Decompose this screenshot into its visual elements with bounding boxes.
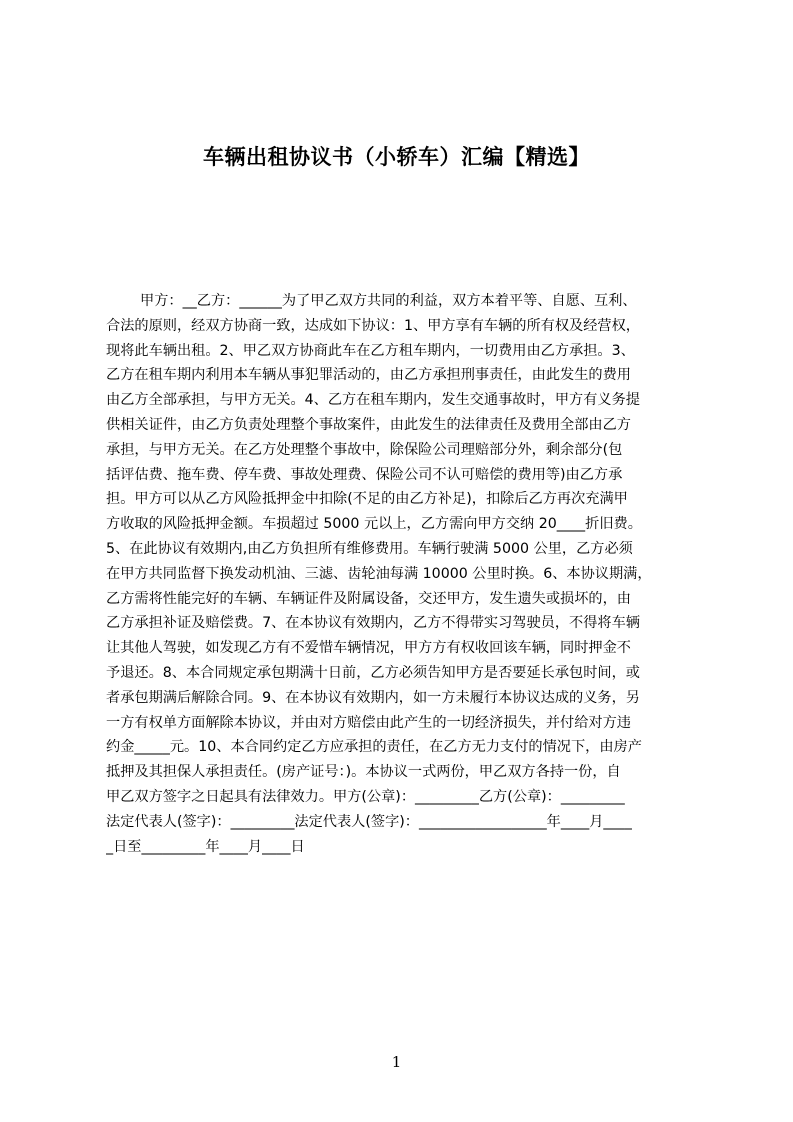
body-line: 者承包期满后解除合同。9、在本协议有效期内，如一方未履行本协议达成的义务，另 (106, 689, 640, 706)
body-line: 5、在此协议有效期内,由乙方负担所有维修费用。车辆行驶满 5000 公里，乙方必须 (106, 540, 633, 557)
body-line: _日至_________年____月____日 (106, 838, 305, 855)
body-line: 方收取的风险抵押金额。车损超过 5000 元以上，乙方需向甲方交纳 20____折旧费。 (106, 516, 642, 533)
body-line: 现将此车辆出租。2、甲乙双方协商此车在乙方租车期内，一切费用由乙方承担。3、 (106, 342, 635, 359)
body-line: 由乙方全部承担，与甲方无关。4、乙方在租车期内，发生交通事故时，甲方有义务提 (106, 392, 640, 409)
body-line: 乙方承担补证及赔偿费。7、在本协议有效期内，乙方不得带实习驾驶员，不得将车辆 (106, 615, 640, 632)
body-line: 予退还。8、本合同规定承包期满十日前，乙方必须告知甲方是否要延长承包时间，或 (106, 664, 640, 681)
body-line: 在甲方共同监督下换发动机油、三滤、齿轮油每满 10000 公里时换。6、本协议期满， (106, 565, 652, 582)
body-line: 供相关证件，由乙方负责处理整个事故案件，由此发生的法律责任及费用全部由乙方 (106, 416, 631, 433)
body-line: 担。甲方可以从乙方风险抵押金中扣除(不足的由乙方补足)，扣除后乙方再次充满甲 (106, 491, 628, 508)
agreement-body (106, 289, 696, 909)
body-line: 乙方在租车期内利用本车辆从事犯罪活动的，由乙方承担刑事责任，由此发生的费用 (106, 367, 631, 384)
page-number: 1 (391, 1053, 402, 1071)
body-line: 抵押及其担保人承担责任。(房产证号：)。本协议一式两份，甲乙双方各持一份，自 (106, 764, 621, 781)
body-line: 乙方需将性能完好的车辆、车辆证件及附属设备，交还甲方，发生遗失或损坏的，由 (106, 590, 631, 607)
body-line: 甲方：__乙方：______为了甲乙双方共同的利益，双方本着平等、自愿、互利、 (140, 293, 637, 309)
body-line: 承担，与甲方无关。在乙方处理整个事故中，除保险公司理赔部分外，剩余部分(包 (106, 441, 623, 458)
body-line: 让其他人驾驶，如发现乙方有不爱惜车辆情况，甲方方有权收回该车辆，同时押金不 (106, 640, 631, 657)
body-line: 括评估费、拖车费、停车费、事故处理费、保险公司不认可赔偿的费用等)由乙方承 (106, 466, 623, 483)
body-line: 甲乙双方签字之日起具有法律效力。甲方(公章)：_________乙方(公章)：_________ (106, 788, 625, 805)
body-line: 一方有权单方面解除本协议，并由对方赔偿由此产生的一切经济损失，并付给对方违 (106, 714, 631, 731)
body-line: 法定代表人(签字)：_________法定代表人(签字)：__________________年____月____ (106, 813, 632, 830)
body-line: 约金_____元。10、本合同约定乙方应承担的责任，在乙方无力支付的情况下，由房产 (106, 739, 642, 756)
body-line: 合法的原则，经双方协商一致，达成如下协议：1、甲方享有车辆的所有权及经营权， (106, 317, 640, 334)
page-title: 车辆出租协议书（小轿车）汇编【精选】 (203, 145, 590, 169)
